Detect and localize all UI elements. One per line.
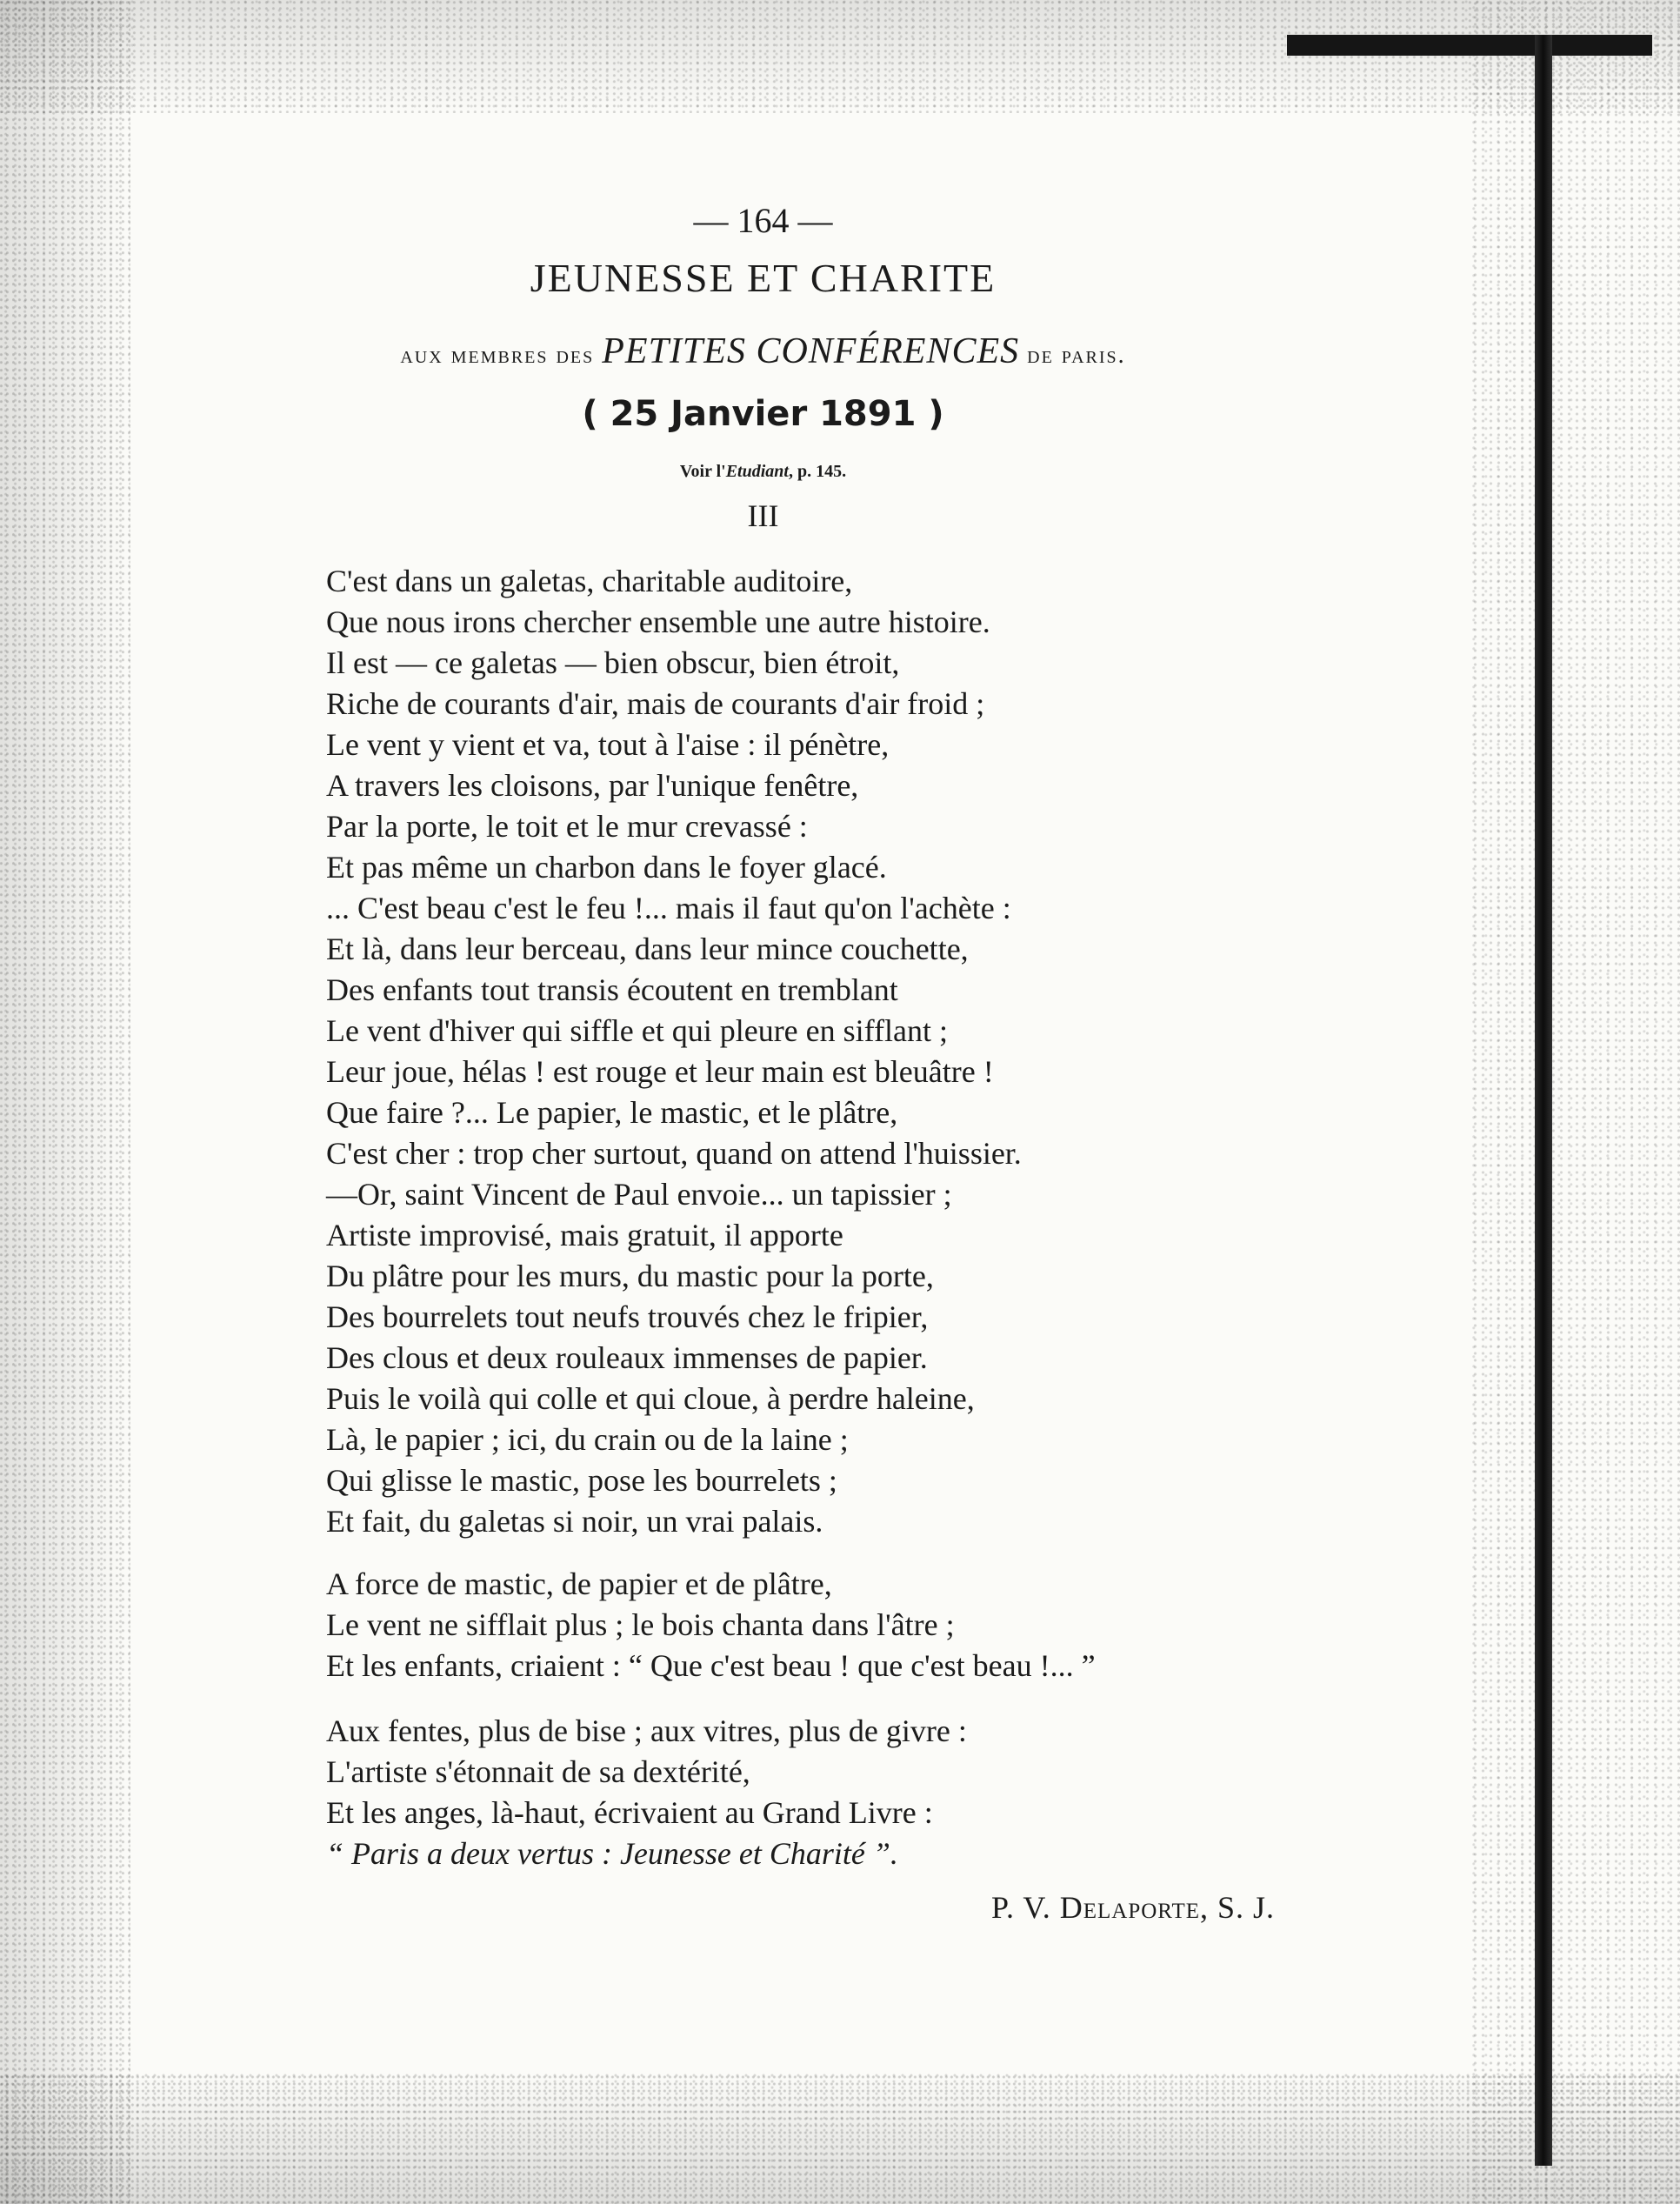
verse-line: A force de mastic, de papier et de plâtre, — [326, 1566, 832, 1601]
verse-line: C'est dans un galetas, charitable auditoire, — [326, 564, 853, 598]
verse-line: Et les enfants, criaient : “ Que c'est beau ! que c'est beau !... ” — [326, 1648, 1096, 1683]
scan-edge-bar — [1287, 35, 1652, 56]
verse-line: Des clous et deux rouleaux immenses de papier. — [326, 1340, 928, 1375]
poem-date: ( 25 Janvier 1891 ) — [582, 394, 944, 434]
dedication-suffix: de paris. — [1027, 342, 1126, 369]
note-italic: Etudiant — [725, 462, 789, 481]
author-signature: P. V. Delaporte, S. J. — [991, 1890, 1276, 1925]
verse-line: Et fait, du galetas si noir, un vrai palais. — [326, 1504, 823, 1539]
page-number: — 164 — — [693, 201, 833, 240]
verse-line: —Or, saint Vincent de Paul envoie... un tapissier ; — [326, 1177, 952, 1212]
note-prefix: Voir l' — [679, 462, 726, 481]
scan-noise-bottom — [0, 2074, 1680, 2204]
verse-line: Il est — ce galetas — bien obscur, bien étroit, — [326, 645, 900, 680]
verse-line: Artiste improvisé, mais gratuit, il apporte — [326, 1218, 843, 1252]
note-suffix: , p. 145. — [788, 462, 847, 481]
dedication-italic: PETITES CONFÉRENCES — [602, 331, 1020, 371]
verse-line: Par la porte, le toit et le mur crevassé : — [326, 809, 808, 844]
verse-line: Des enfants tout transis écoutent en tremblant — [326, 972, 898, 1007]
verse-line: Le vent ne sifflait plus ; le bois chanta dans l'âtre ; — [326, 1607, 955, 1642]
scan-noise-top — [0, 0, 1680, 113]
verse-line: Et les anges, là-haut, écrivaient au Grand Livre : — [326, 1795, 933, 1830]
poem-title: JEUNESSE ET CHARITE — [530, 256, 997, 300]
verse-line: Du plâtre pour les murs, du mastic pour la porte, — [326, 1259, 934, 1293]
dedication — [0, 331, 1526, 372]
verse-line: Et pas même un charbon dans le foyer glacé. — [326, 850, 887, 885]
verse-line: C'est cher : trop cher surtout, quand on attend l'huissier. — [326, 1136, 1022, 1171]
stanza-2 — [326, 1564, 1096, 1686]
book-spine-edge — [1535, 35, 1552, 2166]
reference-note — [0, 462, 1526, 482]
verse-line: Là, le papier ; ici, du crain ou de la laine ; — [326, 1422, 849, 1457]
verse-line: Le vent d'hiver qui siffle et qui pleure en sifflant ; — [326, 1013, 948, 1048]
verse-line: Que nous irons chercher ensemble une autre histoire. — [326, 604, 990, 639]
stanza-3 — [326, 1711, 967, 1874]
verse-line: Des bourrelets tout neufs trouvés chez le fripier, — [326, 1299, 929, 1334]
section-number: III — [747, 498, 779, 533]
verse-line: L'artiste s'étonnait de sa dextérité, — [326, 1754, 750, 1789]
verse-line: Leur joue, hélas ! est rouge et leur main est bleuâtre ! — [326, 1054, 994, 1089]
verse-line: Que faire ?... Le papier, le mastic, et le plâtre, — [326, 1095, 898, 1130]
verse-line: Le vent y vient et va, tout à l'aise : il pénètre, — [326, 727, 890, 762]
verse-line: Riche de courants d'air, mais de courants d'air froid ; — [326, 686, 985, 721]
stanza-1 — [326, 561, 1022, 1542]
closing-quote-line: “ Paris a deux vertus : Jeunesse et Charité ”. — [326, 1836, 898, 1871]
verse-line: Et là, dans leur berceau, dans leur mince couchette, — [326, 932, 969, 966]
dedication-prefix: aux membres des — [400, 342, 595, 369]
verse-line: A travers les cloisons, par l'unique fenêtre, — [326, 768, 859, 803]
verse-line: Puis le voilà qui colle et qui cloue, à perdre haleine, — [326, 1381, 975, 1416]
verse-line: ... C'est beau c'est le feu !... mais il faut qu'on l'achète : — [326, 891, 1011, 925]
verse-line: Qui glisse le mastic, pose les bourrelets ; — [326, 1463, 837, 1498]
verse-line: Aux fentes, plus de bise ; aux vitres, plus de givre : — [326, 1713, 967, 1748]
